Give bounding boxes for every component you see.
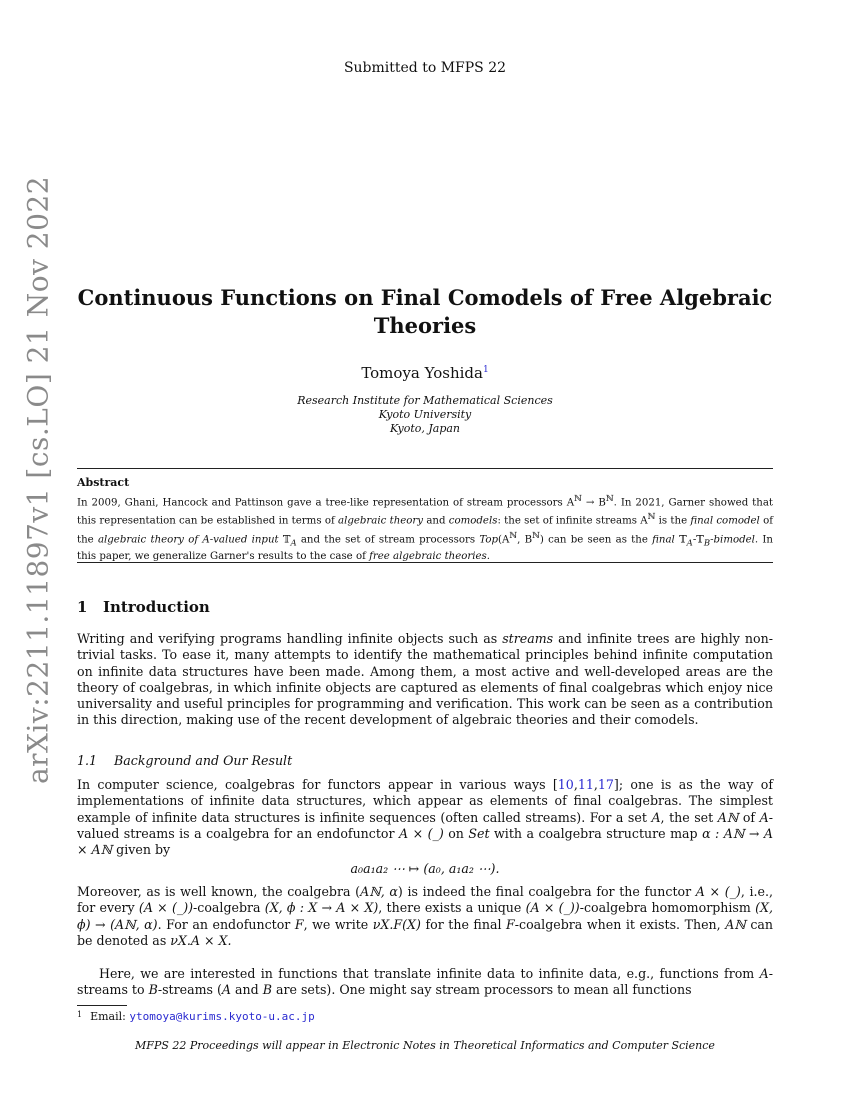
section-number: 1: [77, 598, 88, 616]
author-line: [0, 364, 850, 382]
background-paragraph-2: Moreover, as is well known, the coalgebra (Aℕ, α) is indeed the final coalgebra for the functor A × (_), i.e., for every (A × (_))-coalgebra (X, ϕ : X → A × X), there exists a unique (A × (_))-coalgebra homomorphism (X, ϕ) → (Aℕ, α). For an endofunctor F, we write νX.F(X) for the final F-coalgebra when it exists. Then, Aℕ can be denoted as νX.A × X.: [77, 884, 774, 948]
title-line-2: Theories: [373, 313, 477, 338]
author-name: Tomoya Yoshida: [361, 364, 483, 382]
affiliation-block: [0, 394, 850, 436]
footnote: [77, 1010, 315, 1023]
abstract-heading: Abstract: [77, 476, 130, 489]
citation-link-10[interactable]: 10: [557, 777, 574, 792]
affiliation-location: Kyoto, Japan: [389, 422, 461, 435]
section-heading-introduction: [77, 598, 210, 616]
title-line-1: Continuous Functions on Final Comodels of Free Algebraic: [77, 285, 773, 310]
footnote-rule: [77, 1005, 127, 1006]
submission-note: Submitted to MFPS 22: [343, 60, 507, 76]
email-link[interactable]: ytomoya@kurims.kyoto-u.ac.jp: [129, 1010, 315, 1023]
background-paragraph-3: Here, we are interested in functions that translate infinite data to infinite data, e.g., functions from A-streams to B-streams (A and B are sets). One might say stream processors to mean all functions: [77, 966, 773, 998]
footnote-label: Email:: [90, 1010, 130, 1023]
subsection-title: Background and Our Result: [114, 753, 293, 768]
arxiv-identifier-stamp: arXiv:2211.11897v1 [cs.LO] 21 Nov 2022: [21, 175, 55, 785]
affiliation-university: Kyoto University: [378, 408, 472, 421]
display-equation: a₀a₁a₂ ⋯ ↦ (a₀, a₁a₂ ⋯).: [350, 861, 500, 876]
proceedings-footer: MFPS 22 Proceedings will appear in Electronic Notes in Theoretical Informatics and Computer Science: [135, 1039, 715, 1052]
background-paragraph-1: In computer science, coalgebras for functors appear in various ways [10,11,17]; one is as the way of implementations of infinite data structures, which appear as elements of final coalgebras. The simplest example of infinite data structures is infinite sequences (often called streams). For a set A, the set Aℕ of A-valued streams is a coalgebra for an endofunctor A × (_) on Set with a coalgebra structure map α : Aℕ → A × Aℕ given by: [77, 777, 773, 858]
subsection-heading-background: [77, 753, 292, 768]
abstract-text: In 2009, Ghani, Hancock and Pattinson gave a tree-like representation of stream processors $A^ℕ \to B^ℕ$. In 2021, Garner showed that this representation can be established in terms of algebraic theory and comodels: the set of infinite streams $A^ℕ$ is the final comodel of the algebraic theory of A-valued input 𝕋$_A$ and the set of stream processors $Top(A^ℕ$, $B^ℕ$) can be seen as the final 𝕋$_A$-𝕋$_B$-bimodel. In this paper, we generalize Garner's results to the case of free algebraic theories.: [77, 494, 774, 563]
author-footnote-link[interactable]: 1: [482, 365, 489, 375]
subsection-number: 1.1: [77, 753, 98, 768]
citation-link-11[interactable]: 11: [577, 777, 594, 792]
abstract-top-rule: [77, 468, 773, 469]
paper-title: [0, 284, 850, 340]
abstract-bottom-rule: [77, 562, 773, 563]
intro-paragraph: Writing and verifying programs handling infinite objects such as streams and infinite trees are highly non-trivial tasks. To ease it, many attempts to identify the mathematical principles behind infinite computation on infinite data structures have been made. Among them, a most active and well-developed areas are the theory of coalgebras, in which infinite objects are captured as elements of final coalgebras which enjoy nice universality and useful principles for programming and verification. This work can be seen as a contribution in this direction, making use of the recent development of algebraic theories and their comodels.: [77, 631, 773, 728]
section-title: Introduction: [103, 598, 210, 616]
affiliation-institute: Research Institute for Mathematical Sciences: [297, 394, 553, 407]
footnote-mark: 1: [77, 1010, 83, 1019]
citation-link-17[interactable]: 17: [597, 777, 614, 792]
